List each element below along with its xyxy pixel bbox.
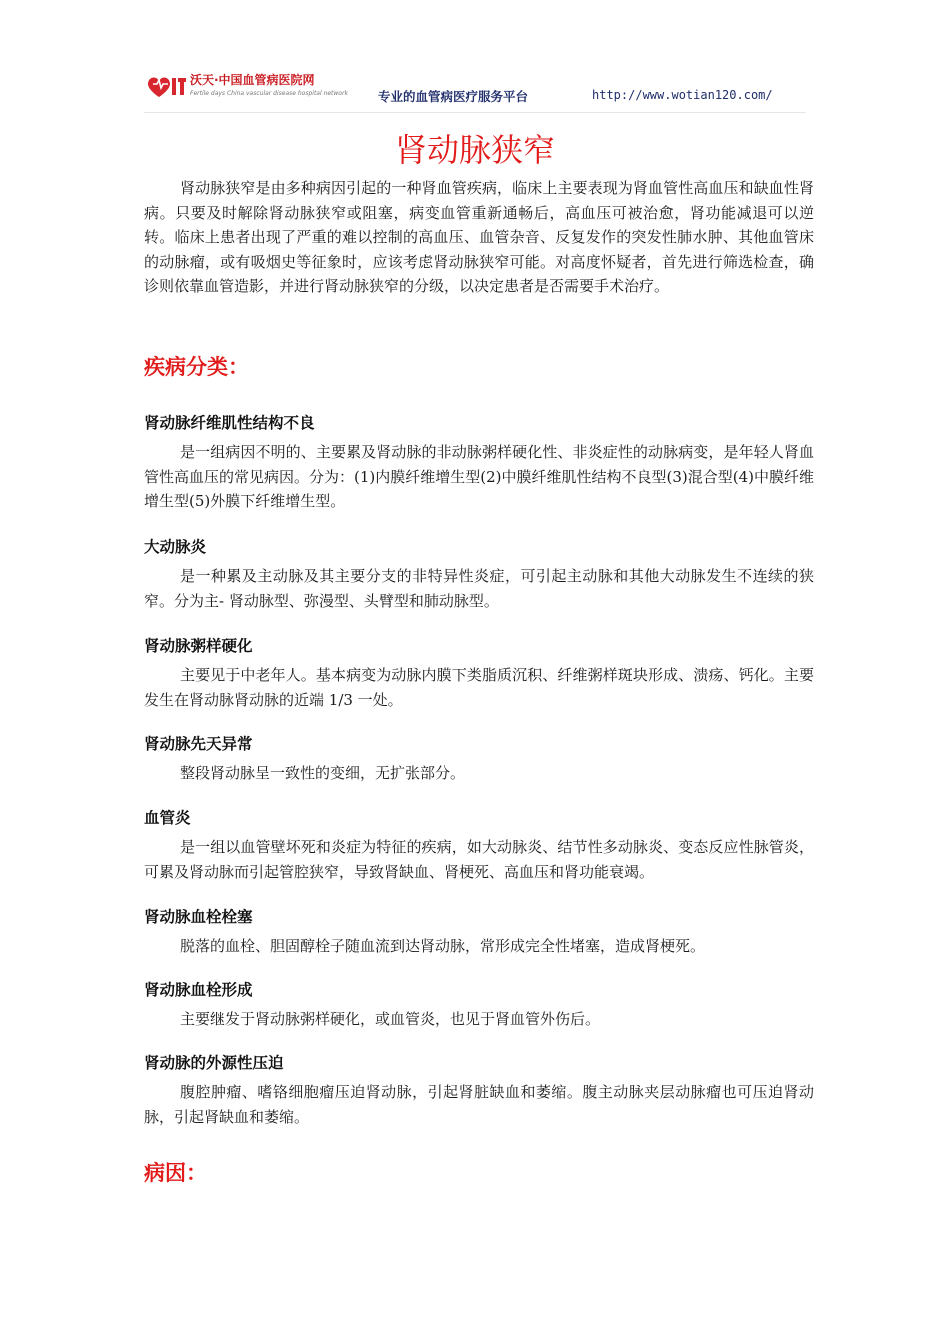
site-tagline: 专业的血管病医疗服务平台 [378, 89, 529, 104]
subheading-congenital-anomaly: 肾动脉先天异常 [144, 735, 253, 753]
page-title: 肾动脉狭窄 [394, 131, 555, 169]
logo-text: 沃天·中国血管病医院网 [190, 73, 315, 87]
site-logo[interactable] [144, 70, 348, 106]
vascular-heart-logo-icon [144, 72, 188, 102]
paragraph-atherosclerosis: 主要见于中老年人。基本病变为动脉内膜下类脂质沉积、纤维粥样斑块形成、溃疡、钙化。主要发生在肾动脉肾动脉的近端 1/3 一处。 [144, 666, 814, 709]
paragraph-fibromuscular-dysplasia: 是一组病因不明的、主要累及肾动脉的非动脉粥样硬化性、非炎症性的动脉病变，是年轻人肾血管性高血压的常见病因。分为：(1)内膜纤维增生型(2)中膜纤维肌性结构不良型(3)混合型(4)中膜纤维增生型(5)外膜下纤维增生型。 [144, 443, 814, 510]
intro-paragraph: 肾动脉狭窄是由多种病因引起的一种肾血管疾病，临床上主要表现为肾血管性高血压和缺血性肾病。只要及时解除肾动脉狭窄或阻塞，病变血管重新通畅后，高血压可被治愈，肾功能减退可以逆转。临床上患者出现了严重的难以控制的高血压、血管杂音、反复发作的突发性肺水肿、其他血管床的动脉瘤，或有吸烟史等征象时，应该考虑肾动脉狭窄可能。对高度怀疑者，首先进行筛选检查，确诊则依靠血管造影，并进行肾动脉狭窄的分级，以决定患者是否需要手术治疗。 [144, 179, 814, 295]
section-heading-etiology: 病因： [144, 1161, 207, 1185]
paragraph-thrombosis: 主要继发于肾动脉粥样硬化，或血管炎，也见于肾血管外伤后。 [180, 1010, 601, 1028]
subheading-takayasu-arteritis: 大动脉炎 [144, 538, 207, 556]
section-heading-classification: 疾病分类： [144, 355, 249, 379]
subheading-external-compression: 肾动脉的外源性压迫 [144, 1054, 284, 1072]
page-header [0, 0, 950, 120]
site-url-link[interactable]: http://www.wotian120.com/ [592, 88, 773, 102]
header-divider [144, 112, 806, 113]
paragraph-congenital-anomaly: 整段肾动脉呈一致性的变细，无扩张部分。 [180, 764, 466, 782]
subheading-thromboembolism: 肾动脉血栓栓塞 [144, 908, 253, 926]
paragraph-external-compression: 腹腔肿瘤、嗜铬细胞瘤压迫肾动脉，引起肾脏缺血和萎缩。腹主动脉夹层动脉瘤也可压迫肾动脉，引起肾缺血和萎缩。 [144, 1083, 814, 1126]
paragraph-vasculitis: 是一组以血管壁坏死和炎症为特征的疾病，如大动脉炎、结节性多动脉炎、变态反应性脉管炎，可累及肾动脉而引起管腔狭窄，导致肾缺血、肾梗死、高血压和肾功能衰竭。 [144, 838, 814, 881]
subheading-vasculitis: 血管炎 [144, 809, 191, 827]
subheading-thrombosis: 肾动脉血栓形成 [144, 981, 253, 999]
subheading-fibromuscular-dysplasia: 肾动脉纤维肌性结构不良 [144, 414, 315, 432]
paragraph-takayasu-arteritis: 是一种累及主动脉及其主要分支的非特异性炎症，可引起主动脉和其他大动脉发生不连续的狭窄。分为主- 肾动脉型、弥漫型、头臂型和肺动脉型。 [144, 567, 814, 610]
logo-subtext: Fertile days China vascular disease hospital network [190, 90, 348, 97]
paragraph-thromboembolism: 脱落的血栓、胆固醇栓子随血流到达肾动脉，常形成完全性堵塞，造成肾梗死。 [180, 937, 706, 955]
subheading-atherosclerosis: 肾动脉粥样硬化 [144, 637, 253, 655]
